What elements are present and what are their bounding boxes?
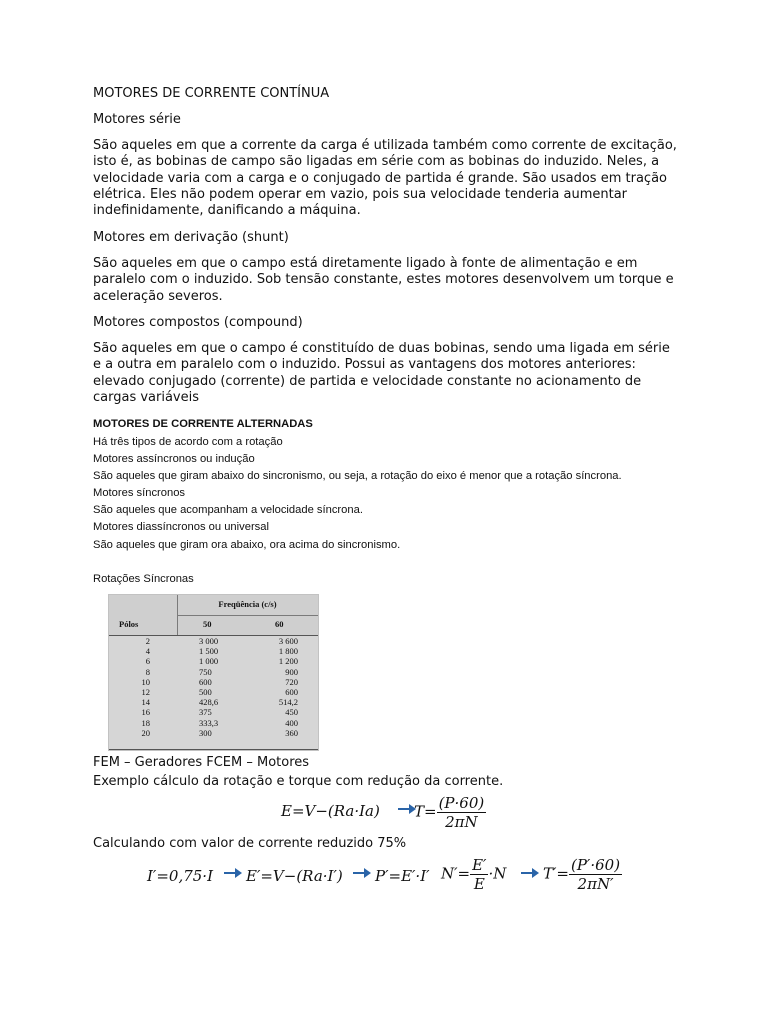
- cell-poles: 6: [145, 656, 150, 667]
- paragraph-line: indefinidamente, danificando a máquina.: [93, 203, 361, 219]
- table-row: [109, 728, 318, 738]
- cell-60hz: 1 800: [278, 646, 298, 657]
- fraction: [470, 856, 488, 893]
- arrow-icon: [521, 872, 533, 874]
- header-60: 60: [275, 619, 284, 629]
- fraction-numerator: (P′·60): [570, 856, 621, 874]
- table-row: [109, 687, 318, 697]
- header-50: 50: [203, 619, 212, 629]
- formula-torque: [414, 794, 486, 831]
- cell-50hz: 750: [199, 666, 212, 677]
- table-row: [109, 707, 318, 717]
- cell-poles: 8: [145, 666, 150, 677]
- fem-fcem-line: FEM – Geradores FCEM – Motores: [93, 755, 310, 770]
- page-title: MOTORES DE CORRENTE CONTÍNUA: [93, 86, 330, 101]
- cell-poles: 16: [141, 707, 150, 718]
- cell-60hz: 514,2: [278, 697, 298, 708]
- formula-t-lhs: T′=: [543, 864, 569, 883]
- heading-motores-compound: Motores compostos (compound): [93, 315, 303, 330]
- paragraph-line: São aqueles que giram abaixo do sincronismo, ou seja, a rotação do eixo é menor que a rotação síncrona.: [93, 470, 622, 482]
- heading-motores-serie: Motores série: [93, 112, 181, 127]
- example-line: Exemplo cálculo da rotação e torque com redução da corrente.: [93, 774, 504, 789]
- table-row: [109, 697, 318, 707]
- paragraph-line: elétrica. Eles não podem operar em vazio, pois sua velocidade tenderia aumentar: [93, 186, 628, 202]
- table-row: [109, 636, 318, 646]
- cell-poles: 18: [141, 717, 150, 728]
- paragraph-line: Motores síncronos: [93, 487, 186, 499]
- cell-60hz: 900: [285, 666, 298, 677]
- formula-n-rhs: ·N: [488, 864, 507, 883]
- paragraph-line: São aqueles em que o campo está diretamente ligado à fonte de alimentação e em: [93, 256, 638, 271]
- formula-e-reduced: E′=V−(Ra·I′): [246, 867, 343, 885]
- paragraph-line: Motores diassíncronos ou universal: [93, 521, 269, 533]
- formula-torque-lhs: T=: [414, 802, 437, 821]
- heading-motores-shunt: Motores em derivação (shunt): [93, 230, 289, 245]
- arrow-icon: [224, 872, 236, 874]
- table-row: [109, 667, 318, 677]
- formula-n-lhs: N′=: [441, 864, 471, 883]
- paragraph-line: elevado conjugado (corrente) de partida e velocidade constante no acionamento de: [93, 373, 642, 389]
- formula-p-reduced: P′=E′·I′: [375, 867, 430, 885]
- cell-60hz: 720: [285, 676, 298, 687]
- fraction-denominator: 2πN′: [577, 875, 614, 893]
- cell-poles: 12: [141, 686, 150, 697]
- cell-60hz: 450: [285, 707, 298, 718]
- paragraph-line: cargas variáveis: [93, 389, 200, 405]
- synchronous-speed-table: [108, 594, 319, 751]
- paragraph-line: São aqueles em que a corrente da carga é utilizada também como corrente de excitação,: [93, 138, 677, 153]
- cell-50hz: 1 500: [199, 646, 219, 657]
- cell-60hz: 400: [285, 717, 298, 728]
- table-body: [109, 636, 318, 738]
- cell-50hz: 600: [199, 676, 212, 687]
- formula-e: E=V−(Ra·Ia): [281, 802, 380, 820]
- cell-poles: 4: [145, 646, 150, 657]
- cell-poles: 10: [141, 676, 150, 687]
- table-row: [109, 677, 318, 687]
- paragraph-line: São aqueles que acompanham a velocidade síncrona.: [93, 504, 363, 516]
- paragraph-line: paralelo com o induzido. Sob tensão constante, estes motores desenvolvem um torque e: [93, 272, 674, 288]
- reduced-current-line: Calculando com valor de corrente reduzido 75%: [93, 836, 407, 851]
- arrow-icon: [353, 872, 365, 874]
- paragraph-line: velocidade varia com a carga e o conjugado de partida é grande. São usados em tração: [93, 170, 667, 186]
- cell-50hz: 1 000: [199, 656, 219, 667]
- fraction-numerator: E′: [472, 856, 487, 874]
- cell-poles: 20: [141, 727, 150, 738]
- fraction: [437, 794, 487, 831]
- cell-60hz: 360: [285, 727, 298, 738]
- cell-50hz: 428,6: [199, 697, 219, 708]
- table-row: [109, 656, 318, 666]
- formula-t-reduced: [543, 856, 622, 893]
- cell-60hz: 3 600: [278, 636, 298, 646]
- paragraph-line: São aqueles que giram ora abaixo, ora acima do sincronismo.: [93, 539, 401, 551]
- paragraph-line: e a outra em paralelo com o induzido. Possui as vantagens dos motores anteriores:: [93, 357, 636, 373]
- cell-50hz: 500: [199, 686, 212, 697]
- paragraph-line: São aqueles em que o campo é constituído de duas bobinas, sendo uma ligada em série: [93, 341, 670, 356]
- table-divider: [177, 615, 318, 616]
- formula-i-reduced: I′=0,75·I: [147, 867, 213, 885]
- header-frequency: Freqüência (c/s): [218, 599, 277, 609]
- table-caption: Rotações Síncronas: [93, 573, 194, 585]
- fraction-denominator: E: [473, 875, 485, 893]
- cell-50hz: 333,3: [199, 717, 219, 728]
- header-poles: Pólos: [119, 619, 139, 629]
- table-divider: [109, 749, 318, 750]
- paragraph-line: aceleração severos.: [93, 288, 223, 304]
- table-row: [109, 646, 318, 656]
- fraction-numerator: (P·60): [438, 794, 485, 812]
- cell-poles: 2: [145, 636, 150, 646]
- paragraph-line: Há três tipos de acordo com a rotação: [93, 436, 283, 448]
- paragraph-line: Motores assíncronos ou indução: [93, 453, 255, 465]
- cell-50hz: 375: [199, 707, 212, 718]
- fraction-denominator: 2πN: [445, 813, 478, 831]
- fraction: [569, 856, 622, 893]
- table-row: [109, 718, 318, 728]
- cell-60hz: 600: [285, 686, 298, 697]
- arrow-icon: [398, 808, 410, 810]
- cell-poles: 14: [141, 697, 150, 708]
- cell-60hz: 1 200: [278, 656, 298, 667]
- formula-n-reduced: [441, 856, 506, 893]
- paragraph-line: isto é, as bobinas de campo são ligadas em série com as bobinas do induzido. Neles, a: [93, 154, 660, 170]
- cell-50hz: 3 000: [199, 636, 219, 646]
- cell-50hz: 300: [199, 727, 212, 738]
- heading-motores-ca: MOTORES DE CORRENTE ALTERNADAS: [93, 418, 313, 430]
